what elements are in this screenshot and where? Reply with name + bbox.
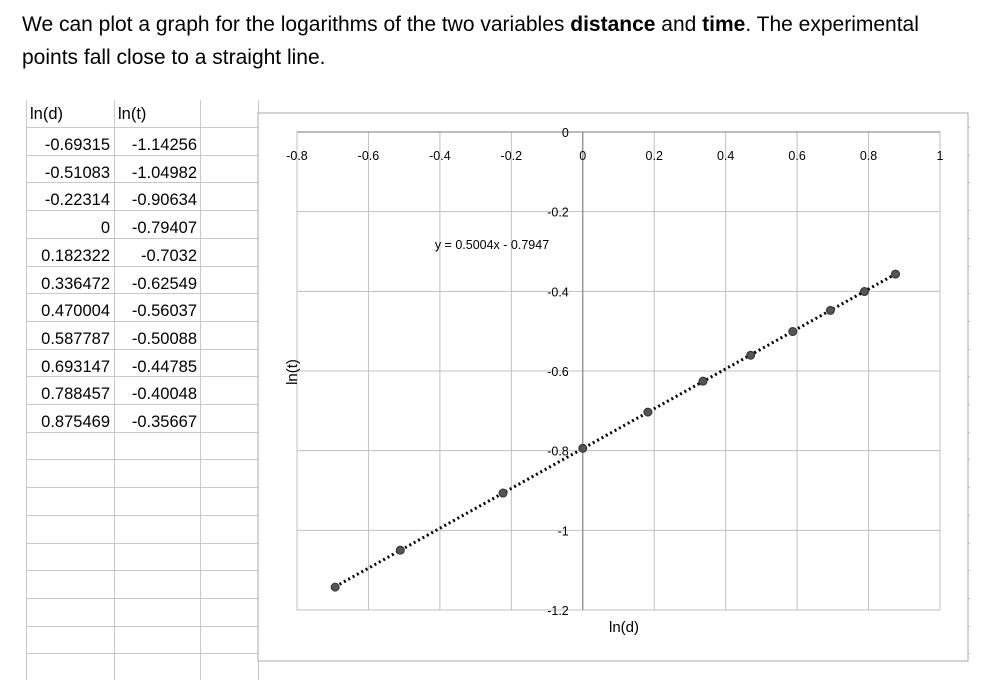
x-tick-label: 0.8 [859,149,878,163]
y-tick-label: -0.2 [547,205,569,220]
x-tick-label: -0.4 [429,149,451,163]
x-tick-label: 0.4 [716,149,735,163]
x-tick-label: -0.8 [286,149,308,163]
intro-text-3: . The experimental points fall close to a straight line. [22,13,919,69]
x-tick-label: 0 [579,149,587,163]
intro-bold-time: time [702,13,746,36]
y-axis-title: ln(t) [284,359,301,385]
chart-frame [258,113,968,661]
data-point[interactable] [499,489,507,497]
table-cell-ln-d: 0.587787 [41,330,110,348]
data-point[interactable] [331,583,339,591]
data-point[interactable] [747,351,755,359]
table-cell-ln-t: -0.90634 [131,191,197,209]
data-point[interactable] [789,328,797,336]
intro-text-2: and [655,13,703,36]
x-tick-label: 0.6 [788,149,806,163]
table-cell-ln-t: -0.56037 [131,302,197,320]
y-tick-label: -1.2 [547,604,569,618]
table-cell-ln-t: -0.79407 [131,219,197,237]
x-tick-label: 1 [936,149,944,163]
y-tick-label: -0.4 [547,285,569,300]
y-tick-label: -1 [557,524,569,539]
table-cell-ln-t: -1.04982 [131,164,197,182]
column-header-ln-d: ln(d) [30,105,64,123]
data-point[interactable] [699,377,707,385]
table-cell-ln-d: 0.693147 [41,358,110,376]
table-cell-ln-t: -0.44785 [131,358,197,376]
table-cell-ln-t: -0.7032 [141,247,197,265]
trendline-equation: y = 0.5004x - 0.7947 [434,238,550,252]
table-cell-ln-d: 0.875469 [41,413,110,431]
table-cell-ln-d: 0 [100,219,110,237]
table-cell-ln-d: -0.69315 [44,136,110,154]
data-point[interactable] [644,408,652,416]
x-tick-label: 0.2 [645,149,663,163]
table-cell-ln-t: -0.35667 [131,413,197,431]
y-tick-label: -0.8 [547,444,569,459]
table-cell-ln-t: -1.14256 [131,136,197,154]
data-point[interactable] [826,306,834,314]
data-point[interactable] [579,444,587,452]
table-cell-ln-d: 0.336472 [41,275,110,293]
intro-text-1: We can plot a graph for the logarithms of the two variables [22,13,571,36]
x-tick-label: -0.2 [500,149,523,163]
column-header-ln-t: ln(t) [118,105,147,123]
data-point[interactable] [860,288,868,296]
data-point[interactable] [892,270,900,278]
table-cell-ln-d: -0.51083 [44,164,110,182]
y-tick-label: 0 [561,126,569,140]
intro-bold-distance: distance [570,13,656,36]
x-tick-label: -0.6 [357,149,380,163]
table-cell-ln-d: 0.470004 [41,302,110,320]
table-cell-ln-t: -0.50088 [131,330,197,348]
y-tick-label: -0.6 [547,365,569,379]
x-axis-title: ln(d) [608,619,640,636]
table-cell-ln-d: 0.788457 [41,385,110,403]
table-cell-ln-d: 0.182322 [41,247,110,265]
table-cell-ln-t: -0.62549 [131,275,197,293]
data-point[interactable] [396,546,404,554]
table-cell-ln-d: -0.22314 [44,191,110,209]
table-cell-ln-t: -0.40048 [131,385,197,403]
